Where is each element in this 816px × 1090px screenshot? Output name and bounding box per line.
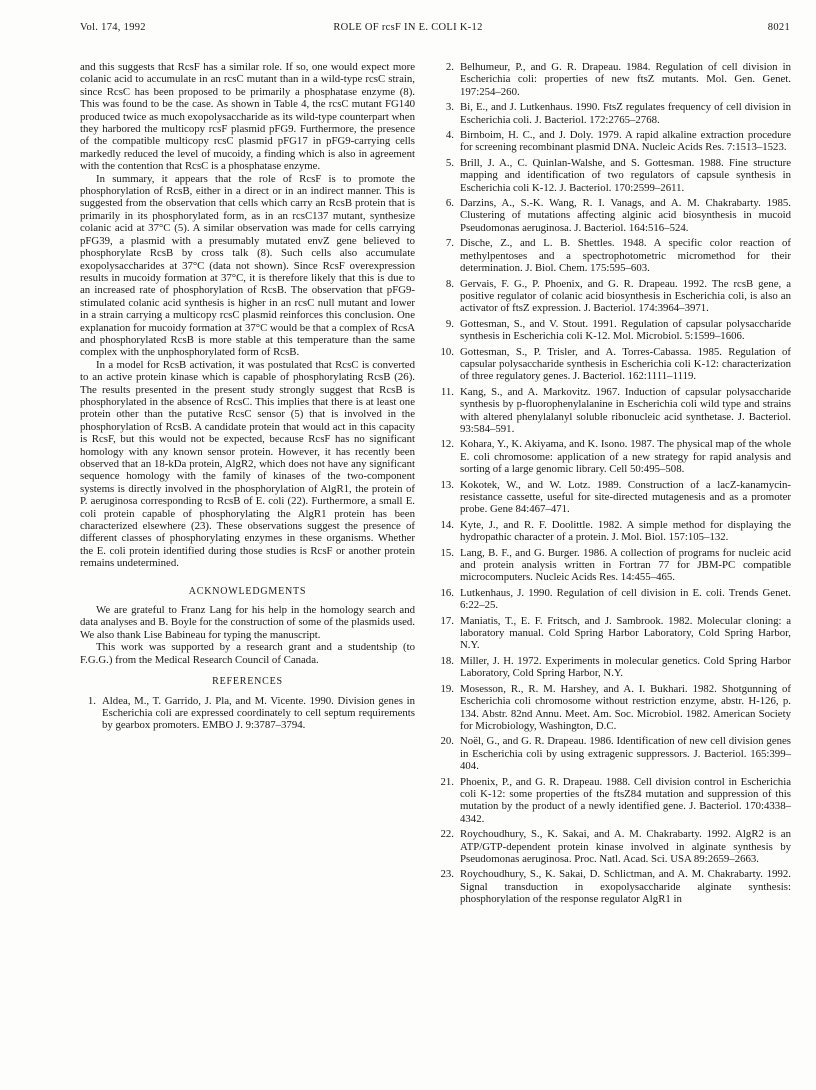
- reference-text: Aldea, M., T. Garrido, J. Pla, and M. Vicente. 1990. Division genes in Escherichia coli are expressed coordinately to cell septum requirements by gearbox promoters. EMBO J. 9:3787–3794.: [102, 694, 415, 732]
- reference-item: [80, 695, 415, 732]
- reference-text: Dische, Z., and L. B. Shettles. 1948. A specific color reaction of methylpentoses and a spectrophotometric micromethod for their determination. J. Biol. Chem. 175:595–603.: [460, 237, 791, 275]
- reference-item: [436, 129, 791, 154]
- reference-text: Kang, S., and A. Markovitz. 1967. Induction of capsular polysaccharide synthesis by p-fluorophenylalanine in Escherichia coli wild type and strains with altered phenylalanyl soluble ribonucleic acid synthetase. J. Bacteriol. 93:584–591.: [460, 385, 791, 435]
- reference-number: 22.: [440, 828, 454, 841]
- reference-number: 5.: [445, 156, 454, 169]
- reference-item: [436, 197, 791, 234]
- reference-number: 15.: [440, 546, 454, 559]
- reference-number: 8.: [445, 277, 454, 290]
- acknowledgment-paragraph: We are grateful to Franz Lang for his help in the homology search and data analyses and B. Boyle for the construction of some of the plasmids used. We also thank Lise Babineau for typing the manuscript.: [80, 604, 415, 641]
- acknowledgment-paragraph: This work was supported by a research grant and a studentship (to F.G.G.) from the Medical Research Council of Canada.: [80, 641, 415, 666]
- reference-item: [436, 278, 791, 315]
- reference-text: Gervais, F. G., P. Phoenix, and G. R. Drapeau. 1992. The rcsB gene, a positive regulator of colanic acid biosynthesis in Escherichia coli, is also an activator of ftsZ expression. J. Bacteriol. 174:3964–3971.: [460, 277, 791, 315]
- right-column: [436, 61, 791, 909]
- reference-item: [436, 615, 791, 652]
- reference-text: Lutkenhaus, J. 1990. Regulation of cell division in E. coli. Trends Genet. 6:22–25.: [460, 586, 791, 612]
- reference-item: [436, 318, 791, 343]
- reference-item: [436, 386, 791, 436]
- reference-number: 16.: [440, 586, 454, 599]
- reference-text: Phoenix, P., and G. R. Drapeau. 1988. Cell division control in Escherichia coli K-12: some properties of the ftsZ84 mutation and suppression of this mutation by the product of a newly identified gene. J. Bacteriol. 170:4338–4342.: [460, 775, 791, 825]
- running-title: ROLE OF rcsF IN E. COLI K-12: [333, 22, 483, 33]
- reference-text: Kohara, Y., K. Akiyama, and K. Isono. 1987. The physical map of the whole E. coli chromosome: application of a new strategy for rapid analysis and sorting of a large genomic library. Cell 50:495–508.: [460, 438, 791, 476]
- reference-text: Roychoudhury, S., K. Sakai, and A. M. Chakrabarty. 1992. AlgR2 is an ATP/GTP-dependent protein kinase involved in alginate synthesis by Pseudomonas aeruginosa. Proc. Natl. Acad. Sci. USA 89:2659–2663.: [460, 828, 791, 865]
- reference-number: 2.: [445, 61, 454, 73]
- reference-item: [436, 61, 791, 98]
- reference-text: Miller, J. H. 1972. Experiments in molecular genetics. Cold Spring Harbor Laboratory, Cold Spring Harbor, N.Y.: [460, 654, 791, 680]
- reference-item: [436, 735, 791, 772]
- reference-number: 14.: [440, 518, 454, 531]
- acknowledgments-heading: ACKNOWLEDGMENTS: [188, 585, 307, 597]
- reference-item: [436, 346, 791, 383]
- reference-item: [436, 519, 791, 544]
- reference-item: [436, 101, 791, 126]
- reference-number: 1.: [87, 694, 96, 707]
- reference-item: [436, 868, 791, 905]
- reference-number: 20.: [440, 735, 454, 748]
- reference-number: 13.: [440, 478, 454, 491]
- reference-item: [436, 479, 791, 516]
- reference-text: Gottesman, S., P. Trisler, and A. Torres-Cabassa. 1985. Regulation of capsular polysaccharide synthesis in Escherichia coli K-12: characterization of three regulatory genes. J. Bacteriol. 162:1111–1119.: [460, 345, 791, 383]
- reference-number: 7.: [445, 237, 454, 250]
- reference-item: [436, 683, 791, 733]
- reference-text: Gottesman, S., and V. Stout. 1991. Regulation of capsular polysaccharide synthesis in Escherichia coli K-12. Mol. Microbiol. 5:1599–1606.: [460, 317, 791, 343]
- reference-item: [436, 776, 791, 826]
- reference-text: Birnboim, H. C., and J. Doly. 1979. A rapid alkaline extraction procedure for screening recombinant plasmid DNA. Nucleic Acids Res. 7:1513–1523.: [460, 129, 791, 154]
- body-paragraph: In a model for RcsB activation, it was postulated that RcsC is converted to an active protein kinase which is capable of phosphorylating RcsB (26). The results presented in the present study strongly suggest that RcsB is phosphorylated in the absence of RcsC. This implies that there is at least one protein other than the putative RcsC sensor (5) that is involved in the phosphorylation of RcsB. A candidate protein that would act in this capacity is RcsF, but this would not be expected, because RcsF has no significant homology with any known sensor protein. However, it has recently been observed that an 18-kDa protein, AlgR2, which does not have any significant sequence homology with the family of kinases of the two-component systems is directly involved in the phosphorylation of AlgR1, the protein of P. aeruginosa corresponding to RcsB of E. coli (22). Furthermore, a small E. coli protein capable of phosphorylating the AlgR1 protein has been characterized elsewhere (23). These observations suggest the presence of different classes of phosphorylating enzymes in these organisms. Whether the E. coli protein identified during those studies is RcsF or another protein remains undetermined.: [80, 358, 415, 570]
- reference-item: [436, 587, 791, 612]
- reference-item: [436, 655, 791, 680]
- body-paragraph: In summary, it appears that the role of RcsF is to promote the phosphorylation of RcsB, either in a direct or in an indirect manner. This is suggested from the observation that cells which carry an RcsB protein that is primarily in its phosphorylated form, as in an rcsC137 mutant, synthesize colanic acid at 37°C (5). A similar observation was made for cells carrying pFG39, a plasmid with a presumably mutated envZ gene believed to phosphorylate RcsB by cross talk (8). Such cells also accumulate exopolysaccharides at 37°C (data not shown). Since RcsF overexpression results in mucoidy formation at 37°C, it is therefore likely that this is due to an increased rate of phosphorylation of RcsB. The observation that pFG9-stimulated colanic acid synthesis is higher in an rcsC null mutant and lower in a strain carrying a multicopy rcsC plasmid reinforces this conclusion. One explanation for mucoidy formation at 37°C would be that a complex of RcsA and phosphorylated RcsB is more stable at this temperature than the same complex with the unphosphorylated form of RcsB.: [80, 172, 415, 359]
- reference-number: 12.: [440, 438, 454, 451]
- reference-number: 4.: [445, 129, 454, 142]
- reference-text: Kokotek, W., and W. Lotz. 1989. Construction of a lacZ-kanamycin-resistance cassette, useful for site-directed mutagenesis and as a promoter probe. Gene 84:467–471.: [460, 478, 791, 516]
- volume-label: Vol. 174, 1992: [80, 22, 146, 33]
- reference-text: Roychoudhury, S., K. Sakai, D. Schlictman, and A. M. Chakrabarty. 1992. Signal transduction in exopolysaccharide alginate synthesis: phosphorylation of the response regulator AlgR1 in: [460, 868, 791, 906]
- reference-item: [436, 237, 791, 274]
- reference-number: 9.: [445, 317, 454, 330]
- reference-number: 6.: [445, 197, 454, 210]
- page-number: 8021: [767, 22, 790, 33]
- reference-number: 19.: [440, 682, 454, 695]
- reference-text: Mosesson, R., R. M. Harshey, and A. I. Bukhari. 1982. Shotgunning of Escherichia coli chromosome without restriction enzyme, abstr. H-126, p. 134. Abstr. 82nd Annu. Meet. Am. Soc. Microbiol. 1982. American Society for Microbiology, Washington, D.C.: [460, 682, 791, 732]
- body-paragraph: and this suggests that RcsF has a similar role. If so, one would expect more colanic acid to accumulate in an rcsC mutant than in a wild-type rcsC strain, since RcsC has been proposed to be primarily a phosphatase enzyme (8). This was found to be the case. As shown in Table 4, the rcsC mutant FG140 produced twice as much exopolysaccharide as its wild-type counterpart when they harbored the multicopy rcsF plasmid pFG9. Furthermore, the presence of the compatible multicopy rcsC plasmid pFG17 in pFG9-carrying cells markedly reduced the level of mucoidy, a finding which is also in agreement with the contention that RcsC is a phosphatase enzyme.: [80, 61, 415, 173]
- reference-number: 17.: [440, 614, 454, 627]
- reference-item: [436, 438, 791, 475]
- reference-item: [436, 547, 791, 584]
- reference-text: Bi, E., and J. Lutkenhaus. 1990. FtsZ regulates frequency of cell division in Escherichia coli. J. Bacteriol. 172:2765–2768.: [460, 101, 791, 126]
- references-heading: REFERENCES: [212, 676, 283, 688]
- reference-text: Brill, J. A., C. Quinlan-Walshe, and S. Gottesman. 1988. Fine structure mapping and identification of two regulators of capsule synthesis in Escherichia coli K-12. J. Bacteriol. 170:2599–2611.: [460, 156, 791, 194]
- reference-item: [436, 828, 791, 865]
- reference-number: 3.: [445, 101, 454, 114]
- reference-number: 10.: [440, 345, 454, 358]
- reference-text: Maniatis, T., E. F. Fritsch, and J. Sambrook. 1982. Molecular cloning: a laboratory manual. Cold Spring Harbor Laboratory, Cold Spring Harbor, N.Y.: [460, 614, 791, 652]
- reference-number: 18.: [440, 654, 454, 667]
- reference-text: Noël, G., and G. R. Drapeau. 1986. Identification of new cell division genes in Escherichia coli by using extragenic suppressors. J. Bacteriol. 165:399–404.: [460, 735, 791, 773]
- running-header: [0, 0, 816, 40]
- reference-number: 21.: [440, 775, 454, 788]
- reference-number: 23.: [440, 868, 454, 881]
- reference-text: Belhumeur, P., and G. R. Drapeau. 1984. Regulation of cell division in Escherichia coli: properties of new ftsZ mutants. Mol. Gen. Genet. 197:254–260.: [460, 61, 791, 98]
- reference-text: Darzins, A., S.-K. Wang, R. I. Vanags, and A. M. Chakrabarty. 1985. Clustering of mutations affecting alginic acid biosynthesis in mucoid Pseudomonas aeruginosa. J. Bacteriol. 164:516–524.: [460, 197, 791, 234]
- reference-text: Lang, B. F., and G. Burger. 1986. A collection of programs for nucleic acid and protein analysis written in Fortran 77 for JBM-PC compatible microcomputers. Nucleic Acids Res. 14:455–465.: [460, 546, 791, 584]
- left-column: [80, 61, 415, 735]
- reference-number: 11.: [440, 385, 454, 398]
- reference-item: [436, 157, 791, 194]
- reference-text: Kyte, J., and R. F. Doolittle. 1982. A simple method for displaying the hydropathic character of a protein. J. Mol. Biol. 157:105–132.: [460, 518, 791, 544]
